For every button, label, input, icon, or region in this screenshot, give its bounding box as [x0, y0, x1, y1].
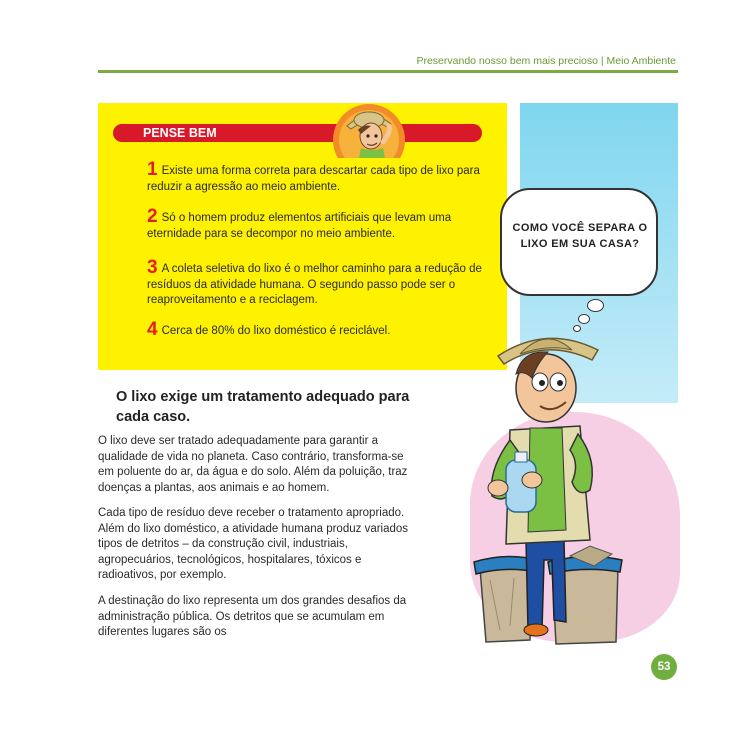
tip-3-text: A coleta seletiva do lixo é o melhor caminho para a redução de resíduos da atividade humana. O segundo passo pode ser o reaproveitamento e a reciclagem. — [147, 263, 482, 306]
tip-4-number: 4 — [147, 319, 158, 340]
running-header: Preservando nosso bem mais precioso | Meio Ambiente — [416, 55, 676, 67]
tip-3-number: 3 — [147, 257, 158, 278]
tip-1-text: Existe uma forma correta para descartar cada tipo de lixo para reduzir a agressão ao meio ambiente. — [147, 165, 480, 193]
tip-3 — [147, 257, 487, 309]
thought-dot-medium — [578, 314, 590, 324]
tip-4-text: Cerca de 80% do lixo doméstico é reciclável. — [161, 325, 391, 337]
page-number-badge: 53 — [651, 654, 677, 680]
mascot-badge-illustration — [331, 96, 407, 158]
body-paragraph-3: A destinação do lixo representa um dos grandes desafios da administração pública. Os detritos que se acumulam em diferentes lugares são os — [98, 595, 407, 638]
tip-2-text: Só o homem produz elementos artificiais que levam uma eternidade para se decompor no meio ambiente. — [147, 212, 452, 240]
tip-4 — [147, 319, 487, 340]
header-rule — [98, 70, 678, 73]
tip-1-number: 1 — [147, 159, 158, 180]
tip-2-number: 2 — [147, 206, 158, 227]
thought-dot-large — [587, 299, 604, 312]
body-paragraph-2: Cada tipo de resíduo deve receber o tratamento apropriado. Além do lixo doméstico, a atividade humana produz variados tipos de detritos – da construção civil, industriais, agropecuários, tecnológicos, hospitalares, tóxicos e radioativos, por exemplo. — [98, 507, 409, 581]
tip-2 — [147, 206, 487, 242]
pense-bem-banner: PENSE BEM — [113, 124, 482, 142]
speech-bubble-text: COMO VOCÊ SEPARA O LIXO EM SUA CASA? — [512, 222, 648, 250]
body-paragraph-1: O lixo deve ser tratado adequadamente para garantir a qualidade de vida no planeta. Caso contrário, transforma-se em poluente do ar, da água e do solo. Além da poluição, traz doenças a plantas, aos animais e ao homem. — [98, 435, 408, 494]
section-heading: O lixo exige um tratamento adequado para cada caso. — [116, 389, 410, 425]
boy-with-recycling-bins-illustration — [470, 330, 680, 650]
tip-1 — [147, 159, 487, 195]
